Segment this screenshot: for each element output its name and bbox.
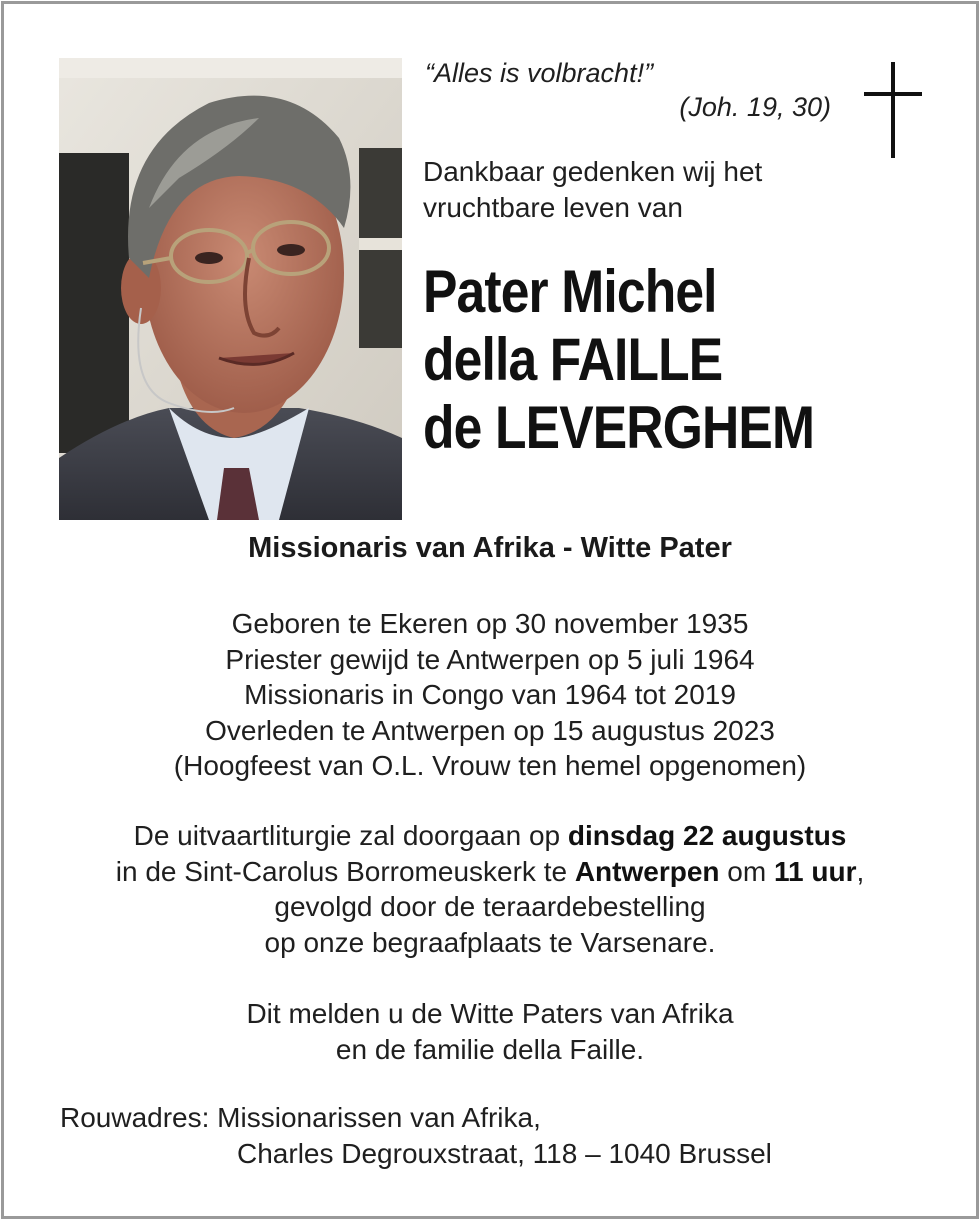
funeral-time: 11 uur [773,855,857,887]
name-line-1: Pater Michel [423,258,717,325]
funeral-intro: De uitvaartliturgie zal doorgaan op [133,820,568,851]
funeral-line-3: gevolgd door de teraardebestelling [274,891,706,922]
intro-line-1: Dankbaar gedenken wij het [423,156,763,187]
bio-line: (Hoogfeest van O.L. Vrouw ten hemel opgenomen) [173,750,807,781]
funeral-line-2 [0,854,980,890]
funeral-line-1 [0,818,980,854]
mourning-address [60,1100,920,1172]
announce-line-2: en de familie della Faille. [335,1033,645,1065]
intro-line-2: vruchtbare leven van [423,192,683,223]
funeral-comma: , [856,855,865,887]
funeral-line-4: op onze begraafplaats te Varsenare. [264,926,716,958]
deceased-name [423,258,870,462]
intro-text [423,154,843,226]
bible-quote [425,56,835,124]
biography [0,606,980,784]
bio-line: Overleden te Antwerpen op 15 augustus 2023 [205,714,775,746]
funeral-place: Antwerpen [574,855,720,887]
announce-line-1: Dit melden u de Witte Paters van Afrika [246,998,734,1029]
address-line-2: Charles Degrouxstraat, 118 – 1040 Brussel [237,1138,772,1169]
name-line-2: della FAILLE [423,326,723,393]
funeral-date: dinsdag 22 augustus [567,820,847,851]
name-line-3: de LEVERGHEM [423,394,815,461]
cross-icon [864,62,922,158]
bio-line: Geboren te Ekeren op 30 november 1935 [231,608,749,639]
funeral-church: in de Sint-Carolus Borromeuskerk te [115,855,575,887]
quote-text: “Alles is volbracht!” [425,58,654,88]
funeral-at: om [719,855,774,887]
portrait-photo [59,58,402,520]
address-line-1: Rouwadres: Missionarissen van Afrika, [60,1102,541,1133]
quote-reference: (Joh. 19, 30) [679,92,831,122]
announcement [0,996,980,1067]
funeral-details [0,818,980,960]
bio-line: Missionaris in Congo van 1964 tot 2019 [244,679,736,710]
subtitle: Missionaris van Afrika - Witte Pater [248,532,732,564]
bio-line: Priester gewijd te Antwerpen op 5 juli 1964 [225,643,755,675]
